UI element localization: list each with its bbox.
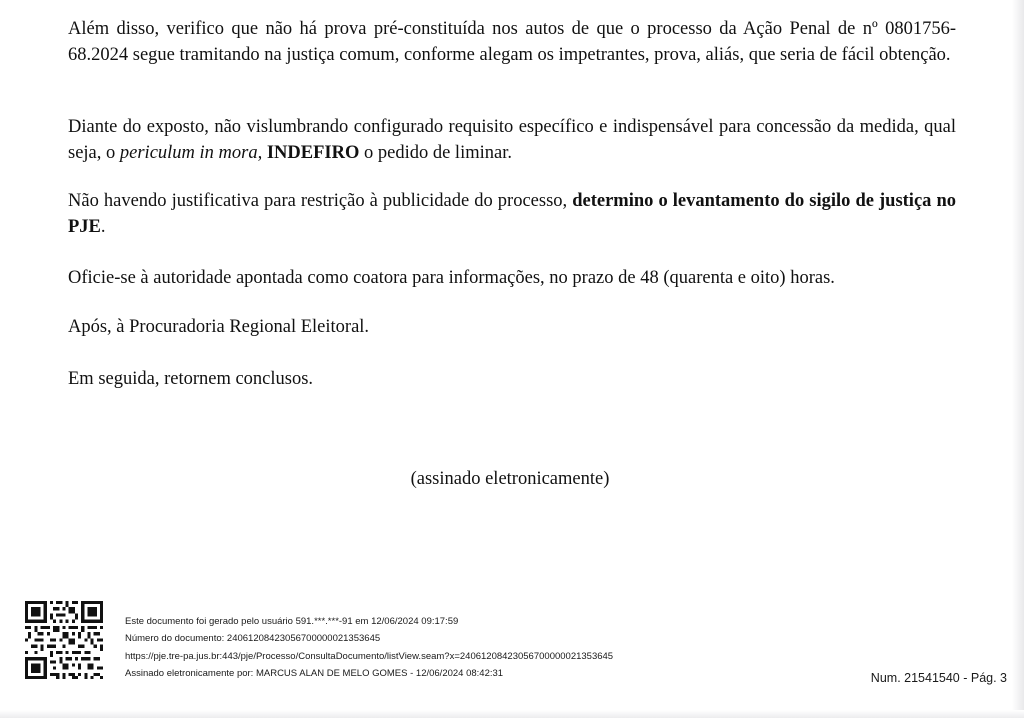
paragraph-evidence	[68, 16, 956, 68]
document-url-link[interactable]: https://pje.tre-pa.jus.br:443/pje/Processo/ConsultaDocumento/listView.seam?x=24061208423056700000021353645	[125, 650, 614, 662]
ruling-text-end: o pedido de liminar.	[359, 143, 512, 163]
document-metadata-footer	[125, 613, 613, 682]
page-edge-shadow	[1012, 0, 1024, 718]
paragraph-evidence-text: Além disso, verifico que não há prova pré-constituída nos autos de que o processo da Ação Penal de nº 0801756-68.2024 segue tramitando na justiça comum, conforme alegam os impetrantes, prova, aliás, que seria de fácil obtenção.	[68, 19, 956, 65]
periculum-in-mora-term: periculum in mora,	[119, 143, 263, 163]
signed-by-line: Assinado eletronicamente por: MARCUS ALAN DE MELO GOMES - 12/06/2024 08:42:31	[125, 667, 504, 679]
secrecy-determination: determino o levantamento do sigilo de justiça no PJE	[68, 191, 957, 237]
electronic-signature-note: (assinado eletronicamente)	[410, 469, 610, 489]
paragraph-conclusion	[68, 366, 956, 392]
paragraph-ruling	[68, 114, 956, 166]
conclusion-text: Em seguida, retornem conclusos.	[68, 369, 314, 389]
secrecy-period: .	[100, 217, 106, 237]
secrecy-text-start: Não havendo justificativa para restrição à publicidade do processo,	[68, 191, 573, 211]
page-bottom-shadow	[0, 710, 1024, 718]
qr-code-icon[interactable]	[25, 601, 103, 679]
prosecutor-text: Após, à Procuradoria Regional Eleitoral.	[68, 317, 370, 337]
page-number: Num. 21541540 - Pág. 3	[870, 671, 1007, 685]
paragraph-notify-authority	[68, 265, 956, 291]
paragraph-secrecy	[68, 188, 956, 240]
notify-authority-text: Oficie-se à autoridade apontada como coatora para informações, no prazo de 48 (quarenta e oito) horas.	[68, 268, 835, 288]
indefiro-term: INDEFIRO	[266, 143, 360, 163]
ruling-text-start: Diante do exposto, não vislumbrando configurado requisito específico e indispensável para concessão da medida, qual seja, o	[68, 117, 956, 163]
document-number-line: Número do documento: 24061208423056700000021353645	[125, 633, 381, 645]
generated-by-line: Este documento foi gerado pelo usuário 591.***.***-91 em 12/06/2024 09:17:59	[125, 616, 459, 627]
paragraph-prosecutor	[68, 314, 956, 340]
